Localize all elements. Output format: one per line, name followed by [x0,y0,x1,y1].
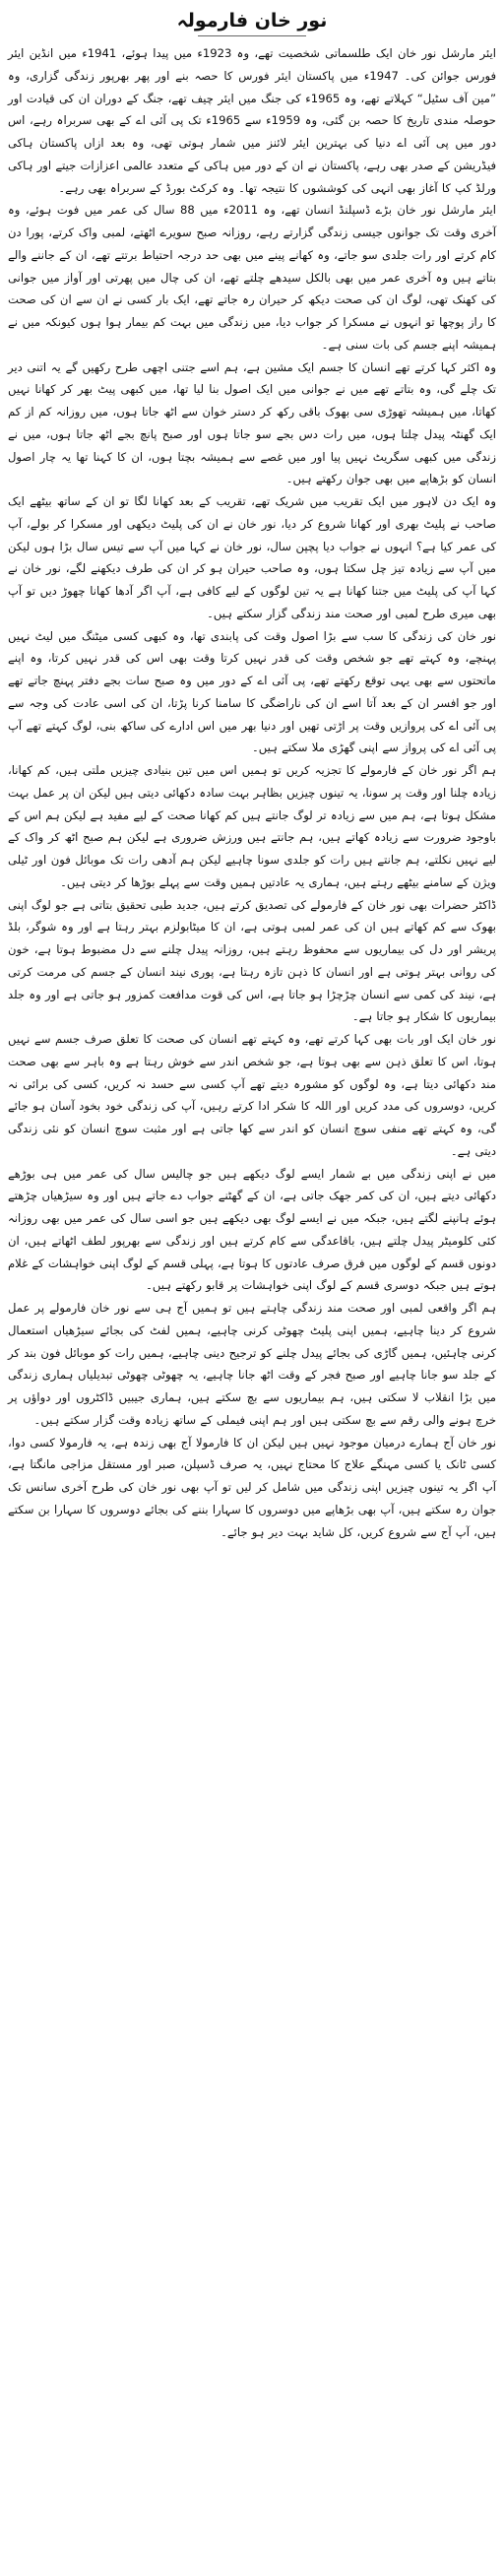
paragraph: نور خان ایک اور بات بھی کہا کرتے تھے، وہ کہتے تھے انسان کی صحت کا تعلق صرف جسم سے نہیں ہوتا، اس کا تعلق ذہن سے بھی ہوتا ہے، جو شخص اندر سے خوش رہتا ہے وہ باہر سے بھی صحت مند دکھائی دیتا ہے، وہ لوگوں کو مشورہ دیتے تھے آپ کسی سے حسد نہ کریں، کسی کی برائی نہ کریں، دوسروں کی مدد کریں اور اللہ کا شکر ادا کرتے رہیں، آپ کی زندگی خود بخود آسان ہو جائے گی، وہ کہتے تھے منفی سوچ انسان کو اندر سے کھا جاتی ہے اور مثبت سوچ انسان کو نئی زندگی دیتی ہے۔ [8,1032,496,1158]
paragraph: ایئر مارشل نور خان ایک طلسماتی شخصیت تھے، وہ 1923ء میں پیدا ہوئے، 1941ء میں انڈین ایئر فورس جوائن کی۔ 1947ء میں پاکستان ایئر فورس کا حصہ بنے اور پھر بھرپور زندگی گزاری، وہ ”مین آف سٹیل“ کہلاتے تھے، وہ 1965ء کی جنگ میں ایئر چیف تھے، جنگ کے دوران ان کی قیادت اور حوصلہ مندی تاریخ کا حصہ بن گئی، وہ 1959ء سے 1965ء تک پی آئی اے کے بھی سربراہ رہے، اس دور میں پی آئی اے دنیا کی بہترین ایئر لائنز میں شمار ہوتی تھی، وہ بعد ازاں پاکستان ہاکی فیڈریشن کے صدر بھی رہے، پاکستان نے ان کے دور میں ہاکی کے متعدد عالمی اعزازات جیتے اور ہاکی ورلڈ کپ کا آغاز بھی انہی کی کوششوں کا نتیجہ تھا۔ وہ کرکٹ بورڈ کے سربراہ بھی رہے۔ [8,46,496,195]
paragraph: ہم اگر واقعی لمبی اور صحت مند زندگی چاہتے ہیں تو ہمیں آج ہی سے نور خان فارمولے پر عمل شروع کر دینا چاہیے، ہمیں اپنی پلیٹ چھوٹی کرنی چاہیے، ہمیں لفٹ کی بجائے سیڑھیاں استعمال کرنی چاہئیں، ہمیں گاڑی کی بجائے پیدل چلنے کو ترجیح دینی چاہیے، ہمیں رات کو موبائل فون بند کر کے جلد سو جانا چاہیے اور صبح فجر کے وقت اٹھ جانا چاہیے، یہ چھوٹی چھوٹی تبدیلیاں ہماری زندگی میں بڑا انقلاب لا سکتی ہیں، ہم بیماریوں سے بچ سکتے ہیں، ہماری جیبیں ڈاکٹروں اور دواؤں پر خرچ ہونے والی رقم سے بچ سکتی ہیں اور ہم اپنی فیملی کے ساتھ زیادہ وقت گزار سکتے ہیں۔ [8,1301,496,1427]
column-body [8,42,496,1543]
column-title: نور خان فارمولہ [176,10,328,32]
title-underline [198,35,306,36]
paragraph: نور خان آج ہمارے درمیان موجود نہیں ہیں لیکن ان کا فارمولا آج بھی زندہ ہے، یہ فارمولا کسی دوا، کسی ٹانک یا کسی مہنگے علاج کا محتاج نہیں، یہ صرف ڈسپلن، صبر اور مستقل مزاجی مانگتا ہے، آپ اگر یہ تینوں چیزیں اپنی زندگی میں شامل کر لیں تو آپ بھی نور خان کی طرح آخری سانس تک جوان رہ سکتے ہیں، آپ بھی بڑھاپے میں دوسروں کا سہارا بننے کی بجائے دوسروں کا سہارا بن سکتے ہیں، آپ آج سے شروع کریں، کل شاید بہت دیر ہو جائے۔ [8,1435,496,1539]
paragraph: ایئر مارشل نور خان بڑے ڈسپلنڈ انسان تھے، وہ 2011ء میں 88 سال کی عمر میں فوت ہوئے، وہ آخری وقت تک جوانوں جیسی زندگی گزارتے رہے، روزانہ صبح سویرے اٹھتے، لمبی واک کرتے، پورا دن کام کرتے اور رات جلدی سو جاتے، وہ کھانے پینے میں بھی حد درجہ احتیاط برتتے تھے، ان کے جاننے والے بتاتے ہیں وہ آخری عمر میں بھی بالکل سیدھے چلتے تھے، ان کی چال میں پھرتی اور آواز میں جوانی کی کھنک تھی، لوگ ان کی صحت دیکھ کر حیران رہ جاتے تھے، ایک بار کسی نے ان سے ان کی صحت کا راز پوچھا تو انہوں نے مسکرا کر جواب دیا، میں زندگی میں بہت کم بیمار ہوا ہوں کیونکہ میں نے ہمیشہ اپنے جسم کی بات سنی ہے۔ [8,203,496,352]
paragraph: ڈاکٹر حضرات بھی نور خان کے فارمولے کی تصدیق کرتے ہیں، جدید طبی تحقیق بتاتی ہے جو لوگ اپنی بھوک سے کم کھاتے ہیں ان کی عمر لمبی ہوتی ہے، ان کا میٹابولزم بہتر رہتا ہے اور وہ شوگر، بلڈ پریشر اور دل کی بیماریوں سے محفوظ رہتے ہیں، روزانہ پیدل چلنے سے دل مضبوط ہوتا ہے، خون کی روانی بہتر ہوتی ہے اور انسان کا ذہن تازہ رہتا ہے، پوری نیند انسان کے جسم کی مرمت کرتی ہے، نیند کی کمی سے انسان چڑچڑا ہو جاتا ہے، اس کی قوت مدافعت کمزور ہو جاتی ہے اور وہ جلد بیماریوں کا شکار ہو جاتا ہے۔ [8,897,496,1024]
paragraph: وہ ایک دن لاہور میں ایک تقریب میں شریک تھے، تقریب کے بعد کھانا لگا تو ان کے ساتھ بیٹھے ایک صاحب نے پلیٹ بھری اور کھانا شروع کر دیا، نور خان نے ان کی پلیٹ دیکھی اور مسکرا کر بولے، آپ کی عمر کیا ہے؟ انہوں نے جواب دیا پچپن سال، نور خان نے کہا میں آپ سے تیس سال بڑا ہوں لیکن میں آپ سے زیادہ تیز چل سکتا ہوں، وہ صاحب حیران ہو کر ان کی طرف دیکھنے لگے، نور خان نے کہا آپ کی پلیٹ میں جتنا کھانا ہے یہ تین لوگوں کے لیے کافی ہے، آپ اگر آدھا کھانا چھوڑ دیں تو آپ بھی میری طرح لمبی اور صحت مند زندگی گزار سکتے ہیں۔ [8,494,496,620]
paragraph: میں نے اپنی زندگی میں بے شمار ایسے لوگ دیکھے ہیں جو چالیس سال کی عمر میں ہی بوڑھے دکھائی دیتے ہیں، ان کی کمر جھک جاتی ہے، ان کے گھٹنے جواب دے جاتے ہیں اور وہ سیڑھیاں چڑھتے ہوئے ہانپنے لگتے ہیں، جبکہ میں نے ایسے لوگ بھی دیکھے ہیں جو اسی سال کی عمر میں بھی روزانہ کئی کلومیٹر پیدل چلتے ہیں، باقاعدگی سے کام کرتے ہیں اور زندگی سے بھرپور لطف اٹھاتے ہیں، ان دونوں قسم کے لوگوں میں فرق صرف عادتوں کا ہوتا ہے، پہلی قسم کے لوگ اپنی خواہشات کے غلام ہوتے ہیں جبکہ دوسری قسم کے لوگ اپنی خواہشات پر قابو رکھتے ہیں۔ [8,1166,496,1293]
paragraph: وہ اکثر کہا کرتے تھے انسان کا جسم ایک مشین ہے، ہم اسے جتنی اچھی طرح رکھیں گے یہ اتنی دیر تک چلے گی، وہ بتاتے تھے میں نے جوانی میں ایک اصول بنا لیا تھا، میں کبھی پیٹ بھر کر کھانا نہیں کھاتا، میں ہمیشہ تھوڑی سی بھوک باقی رکھ کر دستر خوان سے اٹھ جاتا ہوں، میں روزانہ کم از کم ایک گھنٹہ پیدل چلتا ہوں، میں رات دس بجے سو جاتا ہوں اور صبح پانچ بجے اٹھ جاتا ہوں، میں نے زندگی میں کبھی سگریٹ نہیں پیا اور میں غصے سے ہمیشہ بچتا ہوں، ان کا کہنا تھا یہ چار اصول انسان کو بڑھاپے میں بھی جوان رکھتے ہیں۔ [8,359,496,486]
paragraph: ہم اگر نور خان کے فارمولے کا تجزیہ کریں تو ہمیں اس میں تین بنیادی چیزیں ملتی ہیں، کم کھانا، زیادہ چلنا اور وقت پر سونا، یہ تینوں چیزیں بظاہر بہت سادہ دکھائی دیتی ہیں لیکن ان پر عمل بہت مشکل ہوتا ہے، ہم میں سے زیادہ تر لوگ جانتے ہیں کم کھانا صحت کے لیے مفید ہے لیکن ہم اس کے باوجود ضرورت سے زیادہ کھاتے ہیں، ہم جانتے ہیں ورزش ضروری ہے لیکن ہم صبح اٹھ کر واک کے لیے نہیں نکلتے، ہم جانتے ہیں رات کو جلدی سونا چاہیے لیکن ہم آدھی رات تک موبائل فون اور ٹیلی ویژن کے سامنے بیٹھے رہتے ہیں، ہماری یہ عادتیں ہمیں وقت سے پہلے بوڑھا کر دیتی ہیں۔ [8,763,496,889]
paragraph: نور خان کی زندگی کا سب سے بڑا اصول وقت کی پابندی تھا، وہ کبھی کسی میٹنگ میں لیٹ نہیں پہنچے، وہ کہتے تھے جو شخص وقت کی قدر نہیں کرتا وقت بھی اس کی قدر نہیں کرتا، وہ اپنے ماتحتوں سے بھی یہی توقع رکھتے تھے، پی آئی اے کے دور میں وہ صبح سات بجے دفتر پہنچ جاتے تھے اور جو افسر ان کے بعد آتا اسے ان کی ناراضگی کا سامنا کرنا پڑتا، ان کی اسی عادت کی وجہ سے پی آئی اے کی پروازیں وقت پر اڑتی تھیں اور دنیا بھر میں اس ادارے کی ساکھ بنی، لوگ کہتے تھے آپ پی آئی اے کی پرواز سے اپنی گھڑی ملا سکتے ہیں۔ [8,628,496,755]
